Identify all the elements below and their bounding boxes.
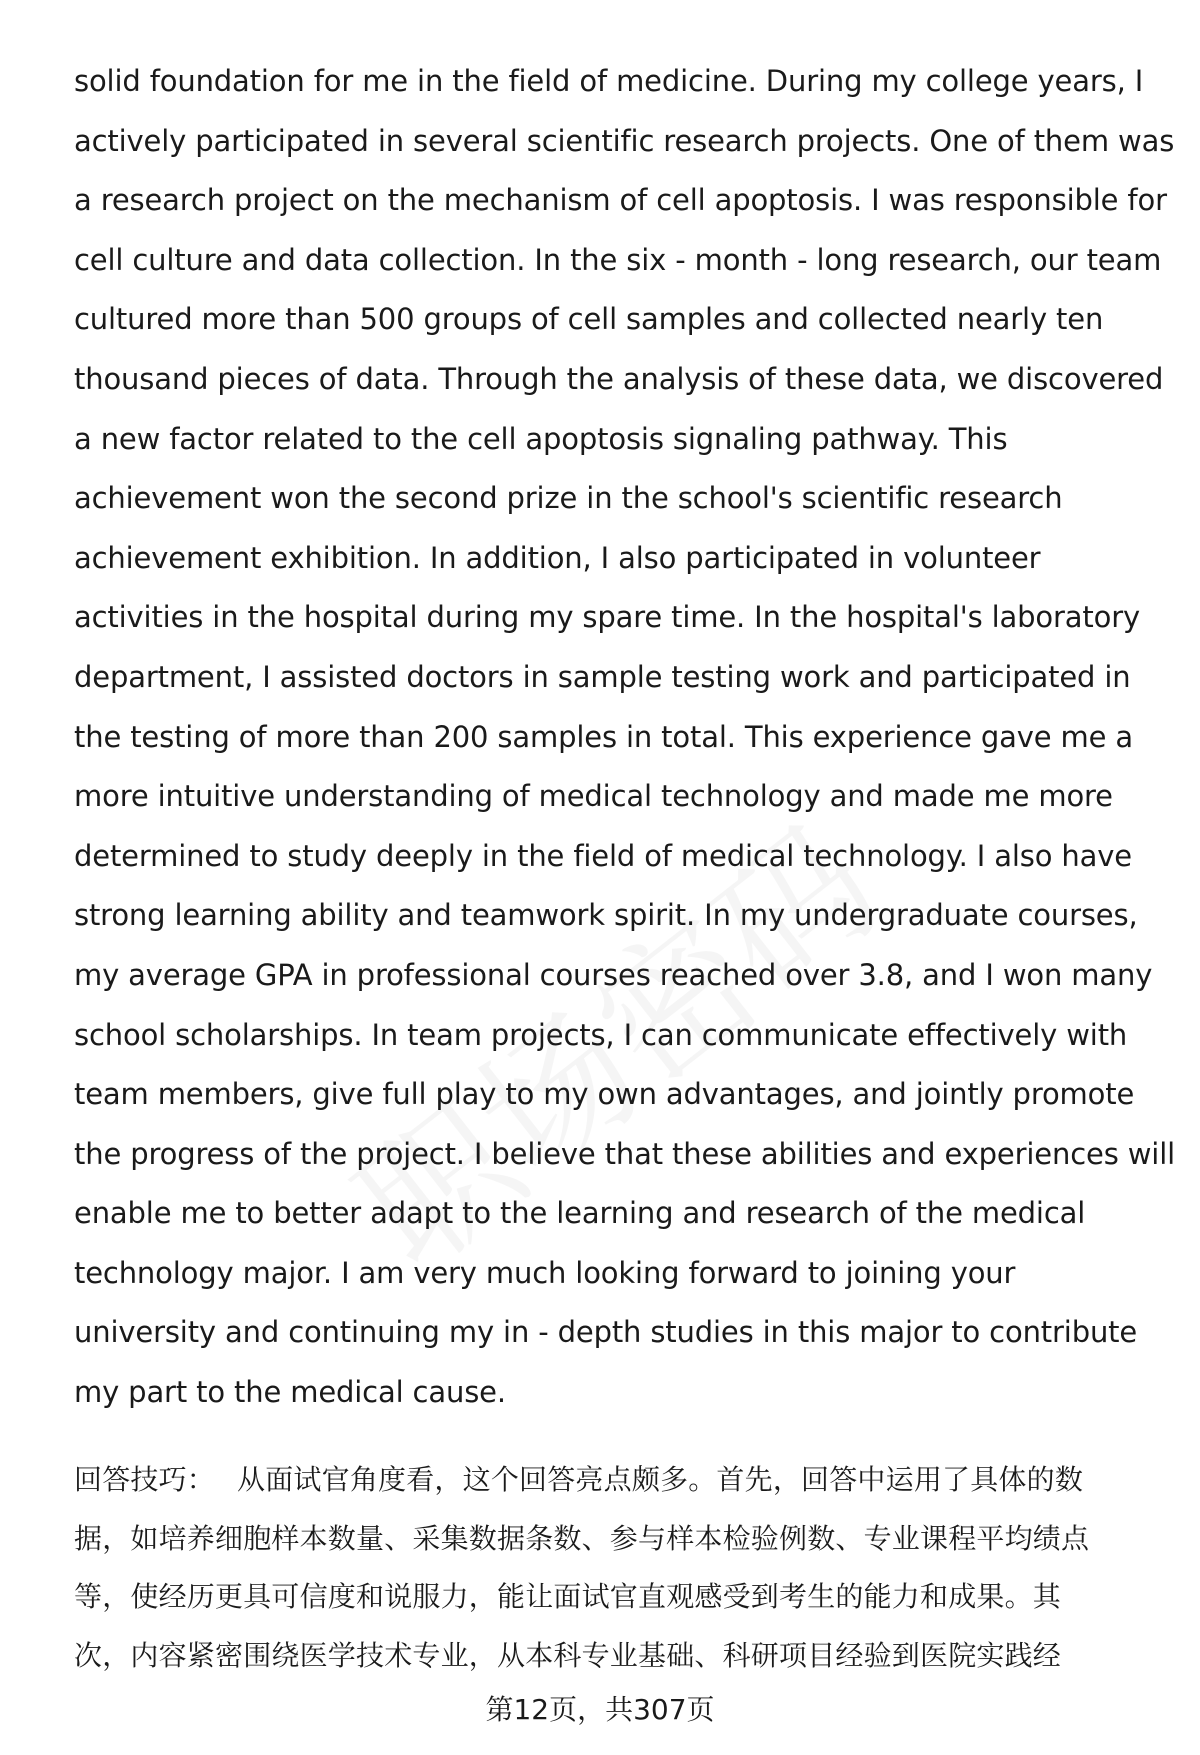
body-line: more intuitive understanding of medical technology and made me more bbox=[74, 779, 1113, 814]
body-line: cultured more than 500 groups of cell samples and collected nearly ten bbox=[74, 302, 1104, 337]
tip-line: 次，内容紧密围绕医学技术专业，从本科专业基础、科研项目经验到医院实践经 bbox=[74, 1638, 1062, 1672]
body-line: my part to the medical cause. bbox=[74, 1375, 506, 1410]
body-line: a research project on the mechanism of cell apoptosis. I was responsible for bbox=[74, 183, 1167, 218]
body-line: achievement won the second prize in the school's scientific research bbox=[74, 481, 1063, 516]
answer-body-text bbox=[74, 52, 1176, 1423]
body-line: achievement exhibition. In addition, I also participated in volunteer bbox=[74, 540, 1041, 575]
body-line: team members, give full play to my own advantages, and jointly promote bbox=[74, 1077, 1135, 1112]
body-line: department, I assisted doctors in sample testing work and participated in bbox=[74, 659, 1131, 694]
body-line: my average GPA in professional courses reached over 3.8, and I won many bbox=[74, 957, 1153, 992]
body-line: the testing of more than 200 samples in total. This experience gave me a bbox=[74, 719, 1134, 754]
body-line: technology major. I am very much looking forward to joining your bbox=[74, 1255, 1016, 1290]
tips-label: 回答技巧： bbox=[74, 1463, 216, 1496]
tip-line: 据，如培养细胞样本数量、采集数据条数、参与样本检验例数、专业课程平均绩点 bbox=[74, 1521, 1090, 1555]
tip-first-line-text: 从面试官角度看，这个回答亮点颇多。首先，回答中运用了具体的数 bbox=[237, 1463, 1084, 1496]
body-line: solid foundation for me in the field of medicine. During my college years, I bbox=[74, 64, 1144, 98]
body-line: a new factor related to the cell apoptosis signaling pathway. This bbox=[74, 421, 1008, 456]
body-line: university and continuing my in - depth studies in this major to contribute bbox=[74, 1315, 1138, 1350]
tip-line bbox=[74, 1451, 1164, 1510]
body-line: school scholarships. In team projects, I can communicate effectively with bbox=[74, 1017, 1128, 1052]
body-line: the progress of the project. I believe that these abilities and experiences will bbox=[74, 1136, 1176, 1171]
answer-tips-section bbox=[74, 1451, 1164, 1685]
body-line: actively participated in several scientific research projects. One of them was bbox=[74, 123, 1175, 158]
body-line: activities in the hospital during my spare time. In the hospital's laboratory bbox=[74, 600, 1141, 635]
tip-line: 等，使经历更具可信度和说服力，能让面试官直观感受到考生的能力和成果。其 bbox=[74, 1580, 1062, 1613]
body-line: cell culture and data collection. In the six - month - long research, our team bbox=[74, 242, 1162, 277]
body-line: enable me to better adapt to the learning and research of the medical bbox=[74, 1196, 1086, 1231]
body-line: thousand pieces of data. Through the analysis of these data, we discovered bbox=[74, 361, 1164, 396]
body-line: determined to study deeply in the field of medical technology. I also have bbox=[74, 838, 1132, 873]
body-line: strong learning ability and teamwork spirit. In my undergraduate courses, bbox=[74, 898, 1138, 933]
page-number-footer: 第12页，共307页 bbox=[485, 1693, 715, 1726]
